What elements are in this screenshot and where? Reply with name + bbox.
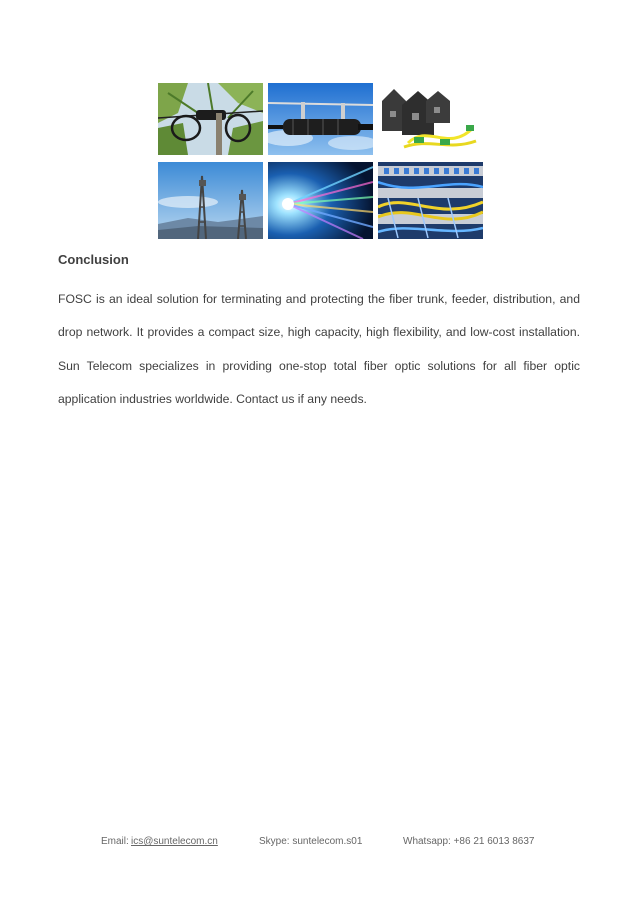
photo-patch-panel	[378, 162, 483, 239]
photo-fiber-closure-trees	[158, 83, 263, 155]
section-heading: Conclusion	[58, 252, 129, 267]
footer-email-link[interactable]: ics@suntelecom.cn	[131, 836, 218, 847]
product-photo-grid	[158, 83, 479, 239]
footer-whatsapp: Whatsapp: +86 21 6013 8637	[403, 836, 535, 847]
section-body: FOSC is an ideal solution for terminating and protecting the fiber trunk, feeder, distribution, and drop network. It provides a compact size, high capacity, high flexibility, and low-cost installation. Sun Telecom specializes in providing one-stop total fiber optic solutions for all fiber optic application industries worldwide. Contact us if any needs.	[58, 292, 580, 406]
photo-telecom-towers	[158, 162, 263, 239]
photo-fiber-light	[268, 162, 373, 239]
footer-skype: Skype: suntelecom.s01	[259, 836, 363, 847]
photo-aerial-closure	[268, 83, 373, 155]
page-footer	[0, 836, 638, 850]
photo-ftth-houses	[378, 83, 483, 155]
footer-email-label: Email:	[101, 836, 129, 847]
